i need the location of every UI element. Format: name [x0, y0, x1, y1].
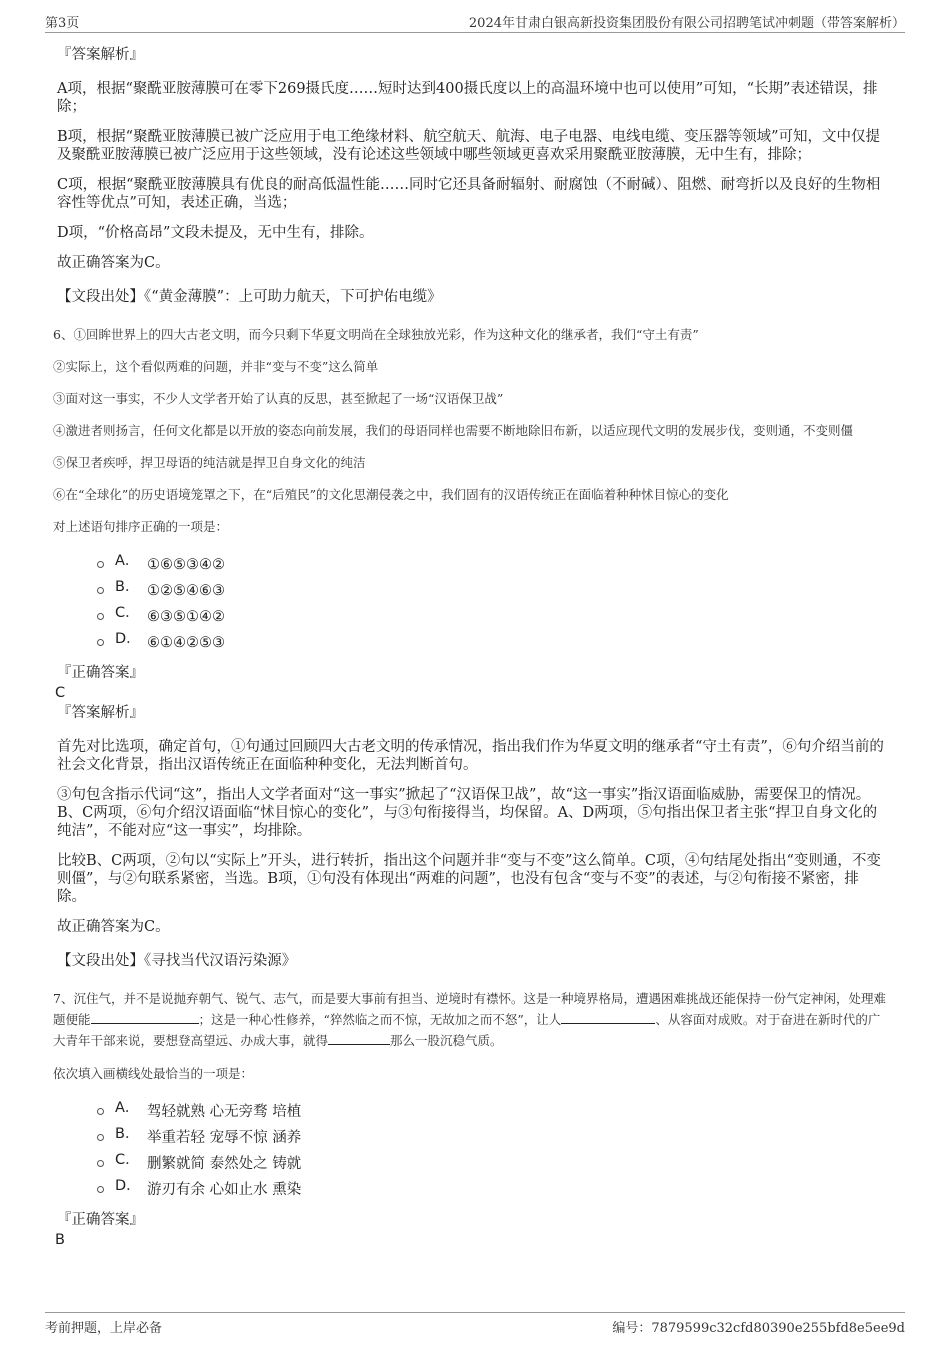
q7-option-a[interactable]	[57, 1099, 887, 1125]
radio-icon[interactable]	[97, 587, 104, 594]
q6-sentence: ②实际上，这个看似两难的问题，并非“变与不变”这么简单	[53, 359, 379, 374]
q6-analysis-label: 『答案解析』	[57, 705, 144, 721]
q7-stem-part: 7、沉住气，并不是说抛弃朝气、锐气、志气，而是要大事前有担当、逆境时有襟怀。这是一种境界格局，遭遇困难挑战还能保持一份气定神闲，处理难题便能	[53, 991, 886, 1027]
radio-icon[interactable]	[97, 1186, 104, 1193]
q6-analysis-paragraph: 比较B、C两项，②句以“实际上”开头，进行转折，指出这个问题并非“变与不变”这么简单。C项，④句结尾处指出“变则通，不变则僵”，与②句联系紧密，当选。B项，①句没有体现出“两难的问题”，也没有包含“变与不变”的表述，与②句衔接不紧密，排除。	[57, 853, 881, 905]
q6-source: 【文段出处】《寻找当代汉语污染源》	[57, 953, 297, 969]
q5-analysis-paragraph: A项，根据“聚酰亚胺薄膜可在零下269摄氏度……短时达到400摄氏度以上的高温环境中也可以使用”可知，“长期”表述错误，排除；	[57, 81, 878, 115]
q7-correct-answer: B	[55, 1232, 65, 1248]
q6-option-a[interactable]	[57, 552, 887, 578]
radio-icon[interactable]	[97, 639, 104, 646]
option-text: ①⑥⑤③④②	[147, 557, 225, 573]
blank-1	[91, 1011, 199, 1024]
radio-icon[interactable]	[97, 1108, 104, 1115]
option-text: 删繁就简 泰然处之 铸就	[147, 1156, 302, 1172]
q7-stem	[53, 988, 887, 1051]
q6-options	[57, 552, 887, 656]
page-content	[53, 46, 887, 1249]
radio-icon[interactable]	[97, 561, 104, 568]
radio-icon[interactable]	[97, 1160, 104, 1167]
q7-option-c[interactable]	[57, 1151, 887, 1177]
q6-option-d[interactable]	[57, 630, 887, 656]
q5-analysis-paragraph: B项，根据“聚酰亚胺薄膜已被广泛应用于电工绝缘材料、航空航天、航海、电子电器、电线电缆、变压器等领域”可知，文中仅提及聚酰亚胺薄膜已被广泛应用于这些领域，没有论述这些领域中哪些领域更喜欢采用聚酰亚胺薄膜，无中生有，排除；	[57, 129, 880, 163]
option-text: ⑥③⑤①④②	[147, 609, 225, 625]
q6-analysis-paragraph: 首先对比选项，确定首句，①句通过回顾四大古老文明的传承情况，指出我们作为华夏文明的继承者“守土有责”，⑥句介绍当前的社会文化背景，指出汉语传统正在面临种种变化，无法判断首句。	[57, 739, 884, 773]
option-letter: C．	[115, 1152, 140, 1168]
q6-analysis-paragraph: ③句包含指示代词“这”，指出人文学者面对“这一事实”掀起了“汉语保卫战”，故“这一事实”指汉语面临威胁，需要保卫的情况。B、C两项，⑥句介绍汉语面临“怵目惊心的变化”，与③句衔接得当，均保留。A、D两项，⑤句指出保卫者主张“捍卫自身文化的纯洁”，不能对应“这一事实”，均排除。	[57, 787, 878, 839]
footer-slogan: 考前押题，上岸必备	[45, 1321, 163, 1336]
q7-options	[57, 1099, 887, 1203]
option-text: ①②⑤④⑥③	[147, 583, 225, 599]
option-letter: B．	[115, 579, 140, 595]
option-letter: A．	[115, 1100, 140, 1116]
q6-sentence: ⑤保卫者疾呼，捍卫母语的纯洁就是捍卫自身文化的纯洁	[53, 455, 366, 470]
q6-option-c[interactable]	[57, 604, 887, 630]
option-text: 举重若轻 宠辱不惊 涵养	[147, 1130, 302, 1146]
option-text: ⑥①④②⑤③	[147, 635, 225, 651]
q7-prompt: 依次填入画横线处最恰当的一项是：	[53, 1066, 254, 1081]
q6-sentence: ④激进者则扬言，任何文化都是以开放的姿态向前发展，我们的母语同样也需要不断地除旧布新，以适应现代文明的发展步伐，变则通，不变则僵	[53, 423, 854, 438]
page-header	[45, 12, 905, 33]
option-letter: B．	[115, 1126, 140, 1142]
option-letter: D．	[115, 1178, 141, 1194]
radio-icon[interactable]	[97, 1134, 104, 1141]
q5-source: 【文段出处】《“黄金薄膜”：上可助力航天，下可护佑电缆》	[57, 289, 442, 305]
q7-option-d[interactable]	[57, 1177, 887, 1203]
document-code: 编号：7879599c32cfd80390e255bfd8e5ee9d	[612, 1321, 905, 1336]
blank-3	[328, 1032, 390, 1045]
document-title: 2024年甘肃白银高新投资集团股份有限公司招聘笔试冲刺题（带答案解析）	[468, 16, 905, 31]
q6-correct-answer: C	[55, 685, 66, 701]
q5-analysis-paragraph: C项，根据“聚酰亚胺薄膜具有优良的耐高低温性能……同时它还具备耐辐射、耐腐蚀（不耐碱）、阻燃、耐弯折以及良好的生物相容性等优点”可知，表述正确，当选；	[57, 177, 881, 211]
q7-stem-part: 、从容面对成败。对于奋进在新时代的广大青年干部来说，要想登高望远、办成大事，就得	[53, 1012, 881, 1048]
page-number: 第3页	[45, 16, 80, 31]
option-letter: D．	[115, 631, 141, 647]
q7-stem-part: 那么一股沉稳气质。	[390, 1033, 503, 1048]
q5-analysis-paragraph: D项，“价格高昂”文段未提及，无中生有，排除。	[57, 225, 374, 241]
page-footer	[45, 1312, 905, 1335]
q7-option-b[interactable]	[57, 1125, 887, 1151]
q6-conclusion: 故正确答案为C。	[57, 919, 170, 935]
q5-conclusion: 故正确答案为C。	[57, 255, 170, 271]
q6-sentence: ③面对这一事实，不少人文学者开始了认真的反思，甚至掀起了一场“汉语保卫战”	[53, 391, 504, 406]
q6-option-b[interactable]	[57, 578, 887, 604]
option-letter: C．	[115, 605, 140, 621]
q6-prompt: 对上述语句排序正确的一项是：	[53, 519, 229, 534]
q6-sentence: 6、①回眸世界上的四大古老文明，而今只剩下华夏文明尚在全球独放光彩，作为这种文化的继承者，我们“守土有责”	[53, 327, 699, 342]
option-letter: A．	[115, 553, 140, 569]
q7-stem-part: ；这是一种心性修养，“猝然临之而不惊，无故加之而不怒”，让人	[198, 1012, 562, 1027]
q6-correct-label: 『正确答案』	[57, 665, 144, 681]
option-text: 游刃有余 心如止水 熏染	[147, 1182, 302, 1198]
blank-2	[561, 1011, 655, 1024]
option-text: 驾轻就熟 心无旁骛 培植	[147, 1104, 302, 1120]
q7-correct-label: 『正确答案』	[57, 1212, 144, 1228]
q6-sentence: ⑥在“全球化”的历史语境笼罩之下，在“后殖民”的文化思潮侵袭之中，我们固有的汉语传统正在面临着种种怵目惊心的变化	[53, 487, 729, 502]
radio-icon[interactable]	[97, 613, 104, 620]
q5-analysis-label: 『答案解析』	[57, 47, 144, 63]
